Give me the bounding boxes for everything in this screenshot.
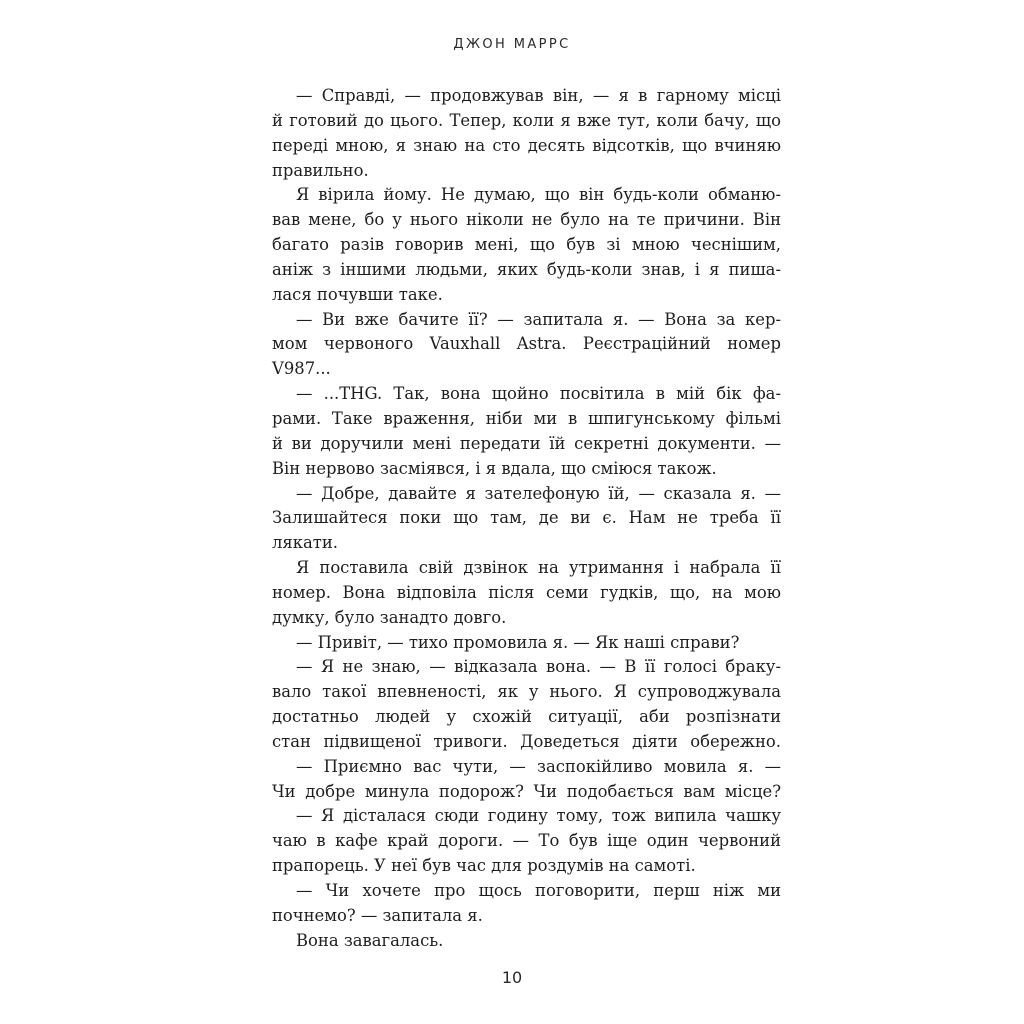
- paragraph: [272, 183, 781, 307]
- paragraph: [272, 482, 781, 557]
- page-number: 10: [501, 968, 523, 987]
- text-line: аніж з іншими людьми, яких будь-коли знав, і я пиша-: [272, 259, 781, 279]
- text-line: лася почувши таке.: [272, 284, 443, 304]
- paragraph: [272, 382, 781, 481]
- body-text: [272, 84, 781, 954]
- text-line: Вона завагалась.: [296, 930, 444, 950]
- text-line: Залишайтеся поки що там, де ви є. Нам не треба її: [272, 508, 781, 528]
- text-line: думку, було занадто довго.: [272, 607, 507, 627]
- text-line: — Я дісталася сюди годину тому, тож випила чашку: [296, 806, 781, 826]
- paragraph: [272, 655, 781, 754]
- text-line: Я вірила йому. Не думаю, що він будь-коли обманю-: [296, 185, 781, 205]
- text-line: чаю в кафе край дороги. — То був іще один червоний: [272, 831, 781, 851]
- text-line: рами. Таке враження, ніби ми в шпигунському фільмі: [272, 408, 781, 428]
- text-line: V987...: [272, 359, 331, 379]
- text-line: й готовий до цього. Тепер, коли я вже тут, коли бачу, що: [272, 110, 781, 130]
- text-line: — Приємно вас чути, — заспокійливо мовила я. —: [296, 756, 781, 776]
- text-line: достатньо людей у схожій ситуації, аби розпізнати: [272, 707, 781, 727]
- text-line: стан підвищеної тривоги. Доведеться діяти обережно.: [272, 731, 781, 751]
- paragraph: [272, 804, 781, 879]
- paragraph: [272, 631, 781, 656]
- text-line: вав мене, бо у нього ніколи не було на те причини. Він: [272, 210, 781, 230]
- text-line: мом червоного Vauxhall Astra. Реєстраційний номер: [272, 334, 781, 354]
- text-line: — Чи хочете про щось поговорити, перш ніж ми: [296, 881, 781, 900]
- text-line: Я поставила свій дзвінок на утримання і набрала її: [296, 558, 781, 578]
- paragraph: [272, 929, 781, 954]
- text-line: Чи добре минула подорож? Чи подобається вам місце?: [272, 781, 781, 801]
- paragraph: [272, 755, 781, 805]
- text-line: багато разів говорив мені, що був зі мною чеснішим,: [272, 235, 781, 255]
- text-line: й ви доручили мені передати їй секретні документи. —: [272, 433, 781, 453]
- paragraph: [272, 84, 781, 183]
- text-line: переді мною, я знаю на сто десять відсотків, що вчиняю: [272, 135, 781, 155]
- text-line: вало такої впевненості, як у нього. Я супроводжувала: [272, 682, 781, 702]
- text-line: — Ви вже бачите її? — запитала я. — Вона за кер-: [296, 309, 781, 329]
- paragraph: [272, 879, 781, 929]
- paragraph: [272, 556, 781, 631]
- text-line: лякати.: [272, 533, 338, 553]
- text-line: — ...THG. Так, вона щойно посвітила в мій бік фа-: [296, 384, 781, 404]
- text-line: — Справді, — продовжував він, — я в гарному місці: [296, 86, 781, 105]
- text-line: — Добре, давайте я зателефоную їй, — сказала я. —: [296, 483, 781, 503]
- text-line: правильно.: [272, 160, 369, 180]
- text-line: почнемо? — запитала я.: [272, 905, 483, 925]
- paragraph: [272, 308, 781, 383]
- text-line: Він нервово засміявся, і я вдала, що сміюся також.: [272, 458, 717, 478]
- text-line: номер. Вона відповіла після семи гудків, що, на мою: [272, 582, 781, 602]
- text-line: — Я не знаю, — відказала вона. — В її голосі браку-: [296, 657, 781, 677]
- text-line: — Привіт, — тихо промовила я. — Як наші справи?: [296, 632, 740, 652]
- running-head-author: ДЖОН МАРРС: [453, 37, 571, 52]
- text-line: прапорець. У неї був час для роздумів на самоті.: [272, 856, 696, 876]
